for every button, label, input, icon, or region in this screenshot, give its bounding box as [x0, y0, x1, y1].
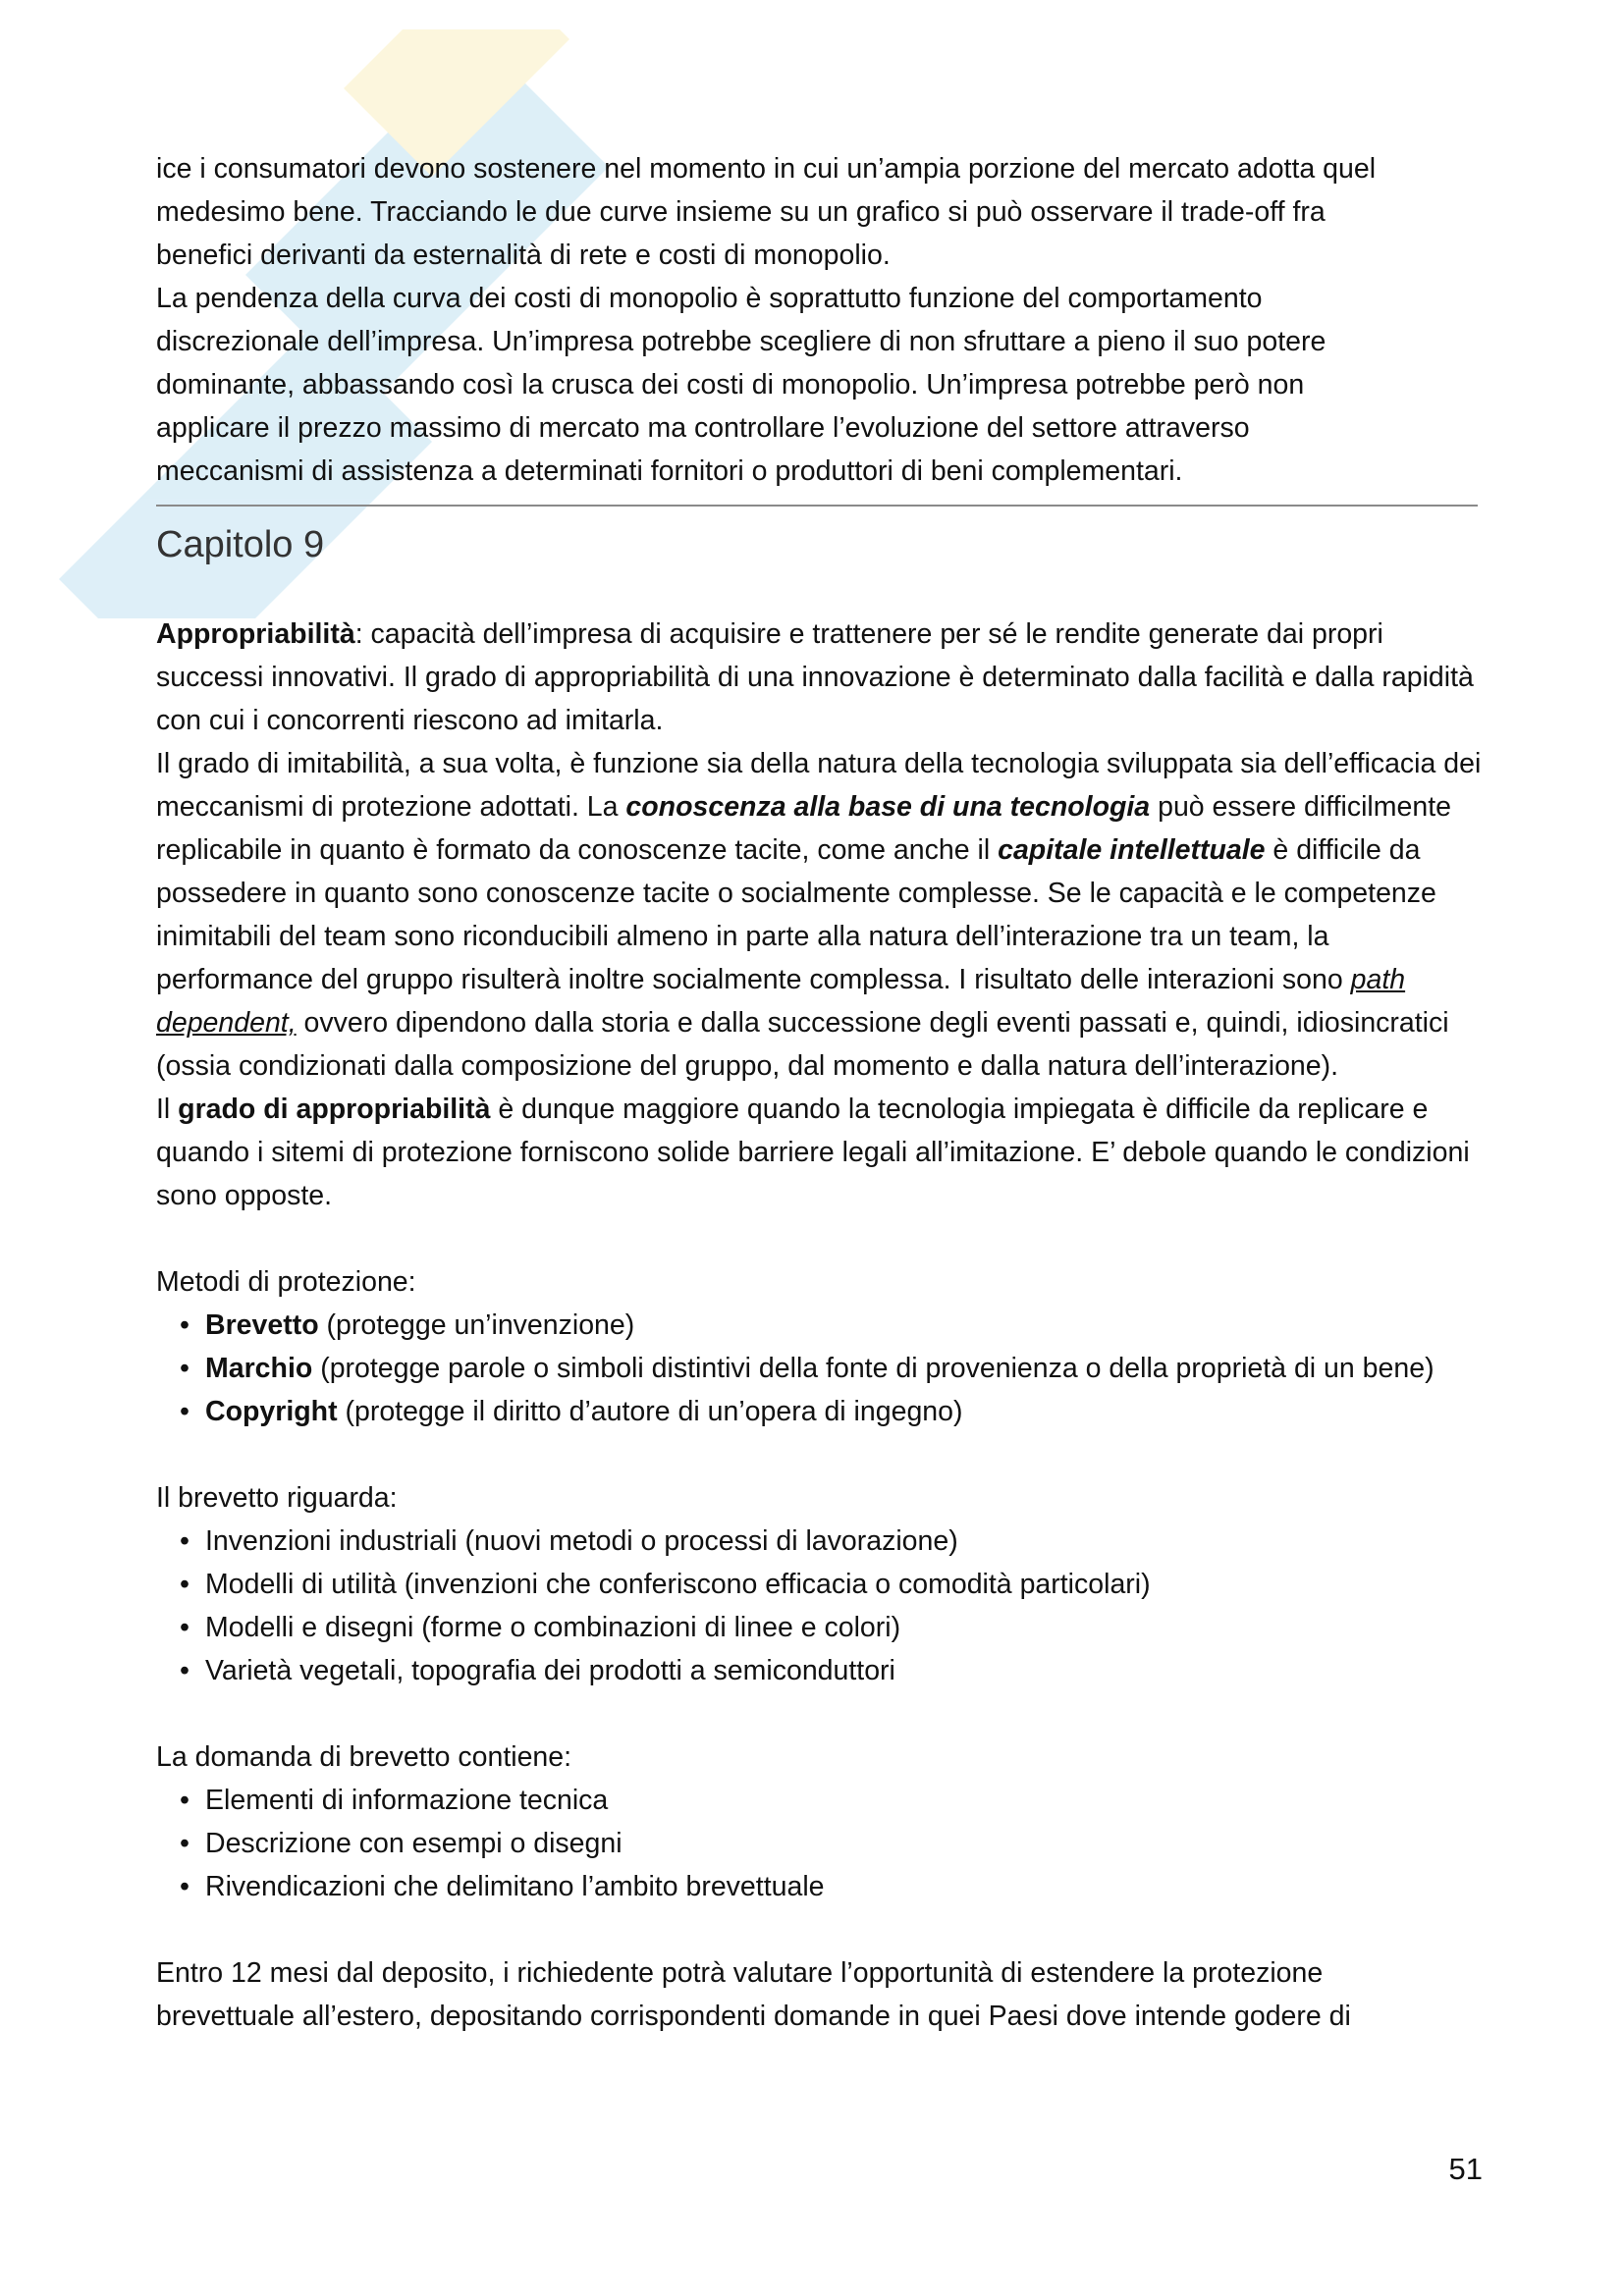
text-line: La pendenza della curva dei costi di monopolio è soprattutto funzione del comportamento: [156, 283, 1263, 314]
page-number: 51: [1448, 2152, 1483, 2186]
list-item-term: Marchio: [205, 1353, 313, 1384]
section-divider: [156, 505, 1478, 507]
list-item: • Elementi di informazione tecnica: [156, 1779, 1482, 1822]
text-span: è dunque maggiore quando la tecnologia impiegata è difficile da replicare e quando i sitemi di protezione forniscono solide barriere legali all’imitazione. E’ debole quando le condizioni sono opposte.: [156, 1094, 1470, 1211]
text-span: ovvero dipendono dalla storia e dalla successione degli eventi passati e, quindi, idiosincratici (ossia condizionati dalla composizione del gruppo, dal momento e dalla natura dell’interazione).: [156, 1007, 1449, 1082]
degree-term: grado di appropriabilità: [178, 1094, 491, 1125]
text-line: dominante, abbassando così la crusca dei costi di monopolio. Un’impresa potrebbe però non: [156, 369, 1305, 400]
text-line: benefici derivanti da esternalità di rete e costi di monopolio.: [156, 240, 891, 271]
list-item-text: (protegge il diritto d’autore di un’opera di ingegno): [337, 1396, 963, 1427]
text-line: medesimo bene. Tracciando le due curve insieme su un grafico si può osservare il trade-off fra: [156, 196, 1326, 228]
text-span: è difficile da possedere in quanto sono conoscenze tacite o socialmente complesse. Se le capacità e le competenze inimitabili del team sono riconducibili almeno in parte alla natura dell’interazione tra un team, la performance del gruppo risulterà inoltre socialmente complessa. I risultato delle interazioni sono: [156, 834, 1436, 995]
list-item: [156, 1347, 1482, 1390]
closing-paragraph: [156, 1951, 1482, 2038]
text-line: meccanismi di assistenza a determinati fornitori o produttori di beni complementari.: [156, 455, 1183, 487]
text-line: ice i consumatori devono sostenere nel momento in cui un’ampia porzione del mercato adotta quel: [156, 153, 1377, 185]
path-dependent-term: path dependent,: [156, 964, 1406, 1039]
intro-paragraph: [156, 147, 1482, 493]
intellectual-capital-term: capitale intellettuale: [998, 834, 1266, 866]
knowledge-term: conoscenza alla base di una tecnologia: [625, 791, 1151, 823]
protection-heading: Metodi di protezione:: [156, 1266, 416, 1298]
patent-scope-heading: Il brevetto riguarda:: [156, 1482, 398, 1514]
imitability-paragraph: [156, 742, 1482, 1088]
protection-list: [156, 1304, 1482, 1433]
text-line: discrezionale dell’impresa. Un’impresa potrebbe scegliere di non sfruttare a pieno il suo potere: [156, 326, 1326, 357]
text-span: può essere difficilmente replicabile in quanto è formato da conoscenze tacite, come anche il: [156, 791, 1451, 866]
list-item: • Invenzioni industriali (nuovi metodi o processi di lavorazione): [156, 1520, 1482, 1563]
list-item-text: (protegge un’invenzione): [318, 1309, 635, 1341]
list-item-term: Copyright: [205, 1396, 338, 1427]
list-item-term: Brevetto: [205, 1309, 319, 1341]
document-page: [156, 147, 1482, 2038]
degree-paragraph: [156, 1088, 1482, 1217]
list-item: • Descrizione con esempi o disegni: [156, 1822, 1482, 1865]
appropriability-term: Appropriabilità: [156, 618, 355, 650]
list-item: • Varietà vegetali, topografia dei prodotti a semiconduttori: [156, 1649, 1482, 1692]
list-item: [156, 1390, 1482, 1433]
list-item-text: (protegge parole o simboli distintivi della fonte di provenienza o della proprietà di un bene): [312, 1353, 1435, 1384]
appropriability-paragraph: [156, 613, 1482, 742]
list-item: • Modelli di utilità (invenzioni che conferiscono efficacia o comodità particolari): [156, 1563, 1482, 1606]
list-item: [156, 1304, 1482, 1347]
text-line: brevettuale all’estero, depositando corrispondenti domande in quei Paesi dove intende godere di: [156, 2001, 1351, 2032]
patent-application-list: [156, 1779, 1482, 1908]
text-span: Il: [156, 1094, 179, 1125]
patent-application-heading: La domanda di brevetto contiene:: [156, 1741, 572, 1773]
list-item: • Rivendicazioni che delimitano l’ambito brevettuale: [156, 1865, 1482, 1908]
list-item: • Modelli e disegni (forme o combinazioni di linee e colori): [156, 1606, 1482, 1649]
text-line: Entro 12 mesi dal deposito, i richiedente potrà valutare l’opportunità di estendere la protezione: [156, 1957, 1324, 1989]
patent-scope-list: [156, 1520, 1482, 1692]
text-line: applicare il prezzo massimo di mercato ma controllare l’evoluzione del settore attraverso: [156, 412, 1250, 444]
appropriability-definition: : capacità dell’impresa di acquisire e trattenere per sé le rendite generate dai propri successi innovativi. Il grado di appropriabilità di una innovazione è determinato dalla facilità e dalla rapidità con cui i concorrenti riescono ad imitarla.: [156, 618, 1474, 736]
text-span: Il grado di imitabilità, a sua volta, è funzione sia della natura della tecnologia sviluppata sia dell’efficacia dei meccanismi di protezione adottati. La: [156, 748, 1482, 823]
chapter-title: Capitolo 9: [156, 524, 325, 565]
